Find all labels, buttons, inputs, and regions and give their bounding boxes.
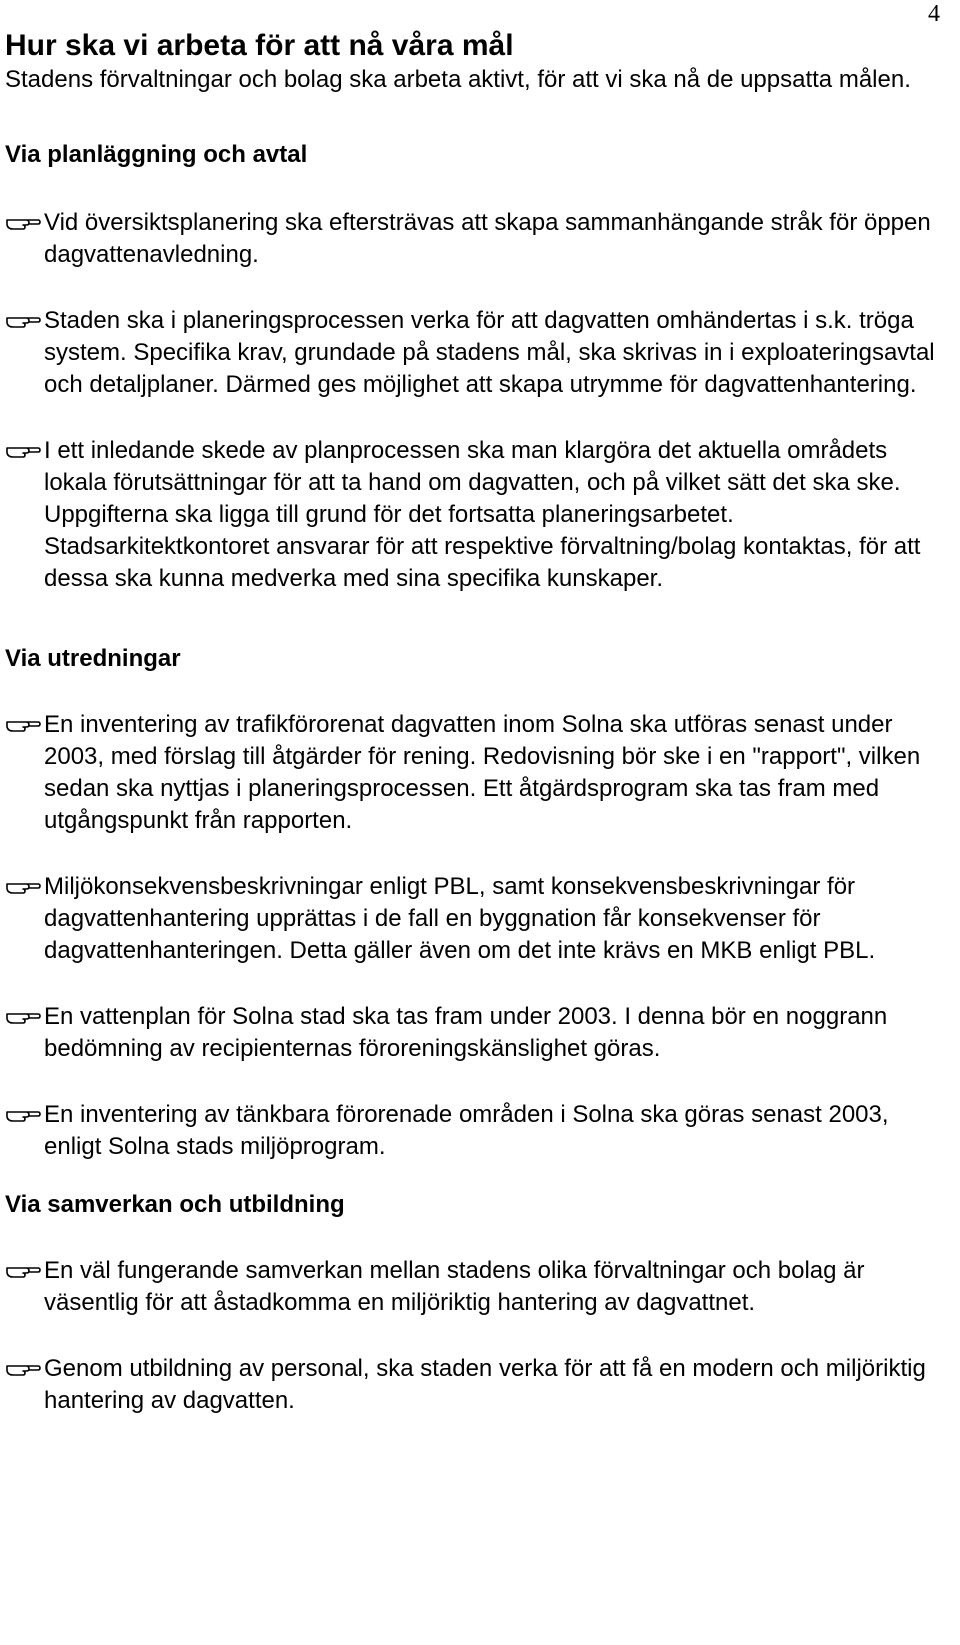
list-item	[5, 435, 940, 595]
pointing-hand-icon	[5, 1103, 41, 1123]
list-item-text: Miljökonsekvensbeskrivningar enligt PBL, samt konsekvensbeskrivningar för dagvattenhantering upprättas i de fall en byggnation får konsekvenser för dagvattenhanteringen. Detta gäller även om det inte krävs en MKB enligt PBL.	[44, 873, 876, 964]
list-item	[5, 207, 940, 271]
list-item-text: Staden ska i planeringsprocessen verka för att dagvatten omhändertas i s.k. tröga system. Specifika krav, grundade på stadens mål, ska skrivas in i exploateringsavtal och detaljplaner. Därmed ges möjlighet att skapa utrymme för dagvattenhantering.	[44, 307, 935, 398]
page-number: 4	[928, 1, 940, 27]
intro-paragraph: Stadens förvaltningar och bolag ska arbeta aktivt, för att vi ska nå de uppsatta målen.	[5, 66, 911, 93]
list-item	[5, 1001, 940, 1065]
list-item-text: Genom utbildning av personal, ska staden verka för att få en modern och miljöriktig hantering av dagvatten.	[44, 1355, 926, 1414]
list-item-text: En inventering av trafikförorenat dagvatten inom Solna ska utföras senast under 2003, med förslag till åtgärder för rening. Redovisning bör ske i en "rapport", vilken sedan ska nyttjas i planeringsprocessen. Ett åtgärdsprogram ska tas fram med utgångspunkt från rapporten.	[44, 711, 921, 834]
list-item-text: En vattenplan för Solna stad ska tas fram under 2003. I denna bör en noggrann bedömning av recipienternas föroreningskänslighet göras.	[44, 1003, 888, 1062]
list-item	[5, 1255, 940, 1319]
page-title: Hur ska vi arbeta för att nå våra mål	[5, 29, 514, 62]
section-heading-planning: Via planläggning och avtal	[5, 141, 308, 168]
pointing-hand-icon	[5, 713, 41, 733]
pointing-hand-icon	[5, 1357, 41, 1377]
pointing-hand-icon	[5, 1259, 41, 1279]
list-item-text: I ett inledande skede av planprocessen ska man klargöra det aktuella områdets lokala förutsättningar för att ta hand om dagvatten, och på vilket sätt det ska ske. Uppgifterna ska ligga till grund för det fortsatta planeringsarbetet. Stadsarkitektkontoret ansvarar för att respektive förvaltning/bolag kontaktas, för att dessa ska kunna medverka med sina specifika kunskaper.	[44, 437, 921, 592]
list-item	[5, 1099, 940, 1163]
pointing-hand-icon	[5, 875, 41, 895]
list-item	[5, 871, 940, 967]
list-item	[5, 709, 940, 837]
section-heading-investigations: Via utredningar	[5, 645, 181, 672]
pointing-hand-icon	[5, 439, 41, 459]
pointing-hand-icon	[5, 1005, 41, 1025]
section-heading-collaboration: Via samverkan och utbildning	[5, 1191, 345, 1218]
list-item	[5, 1353, 940, 1417]
pointing-hand-icon	[5, 309, 41, 329]
list-item	[5, 305, 940, 401]
document-body	[5, 28, 940, 1417]
list-item-text: En väl fungerande samverkan mellan stadens olika förvaltningar och bolag är väsentlig för att åstadkomma en miljöriktig hantering av dagvattnet.	[44, 1257, 865, 1316]
pointing-hand-icon	[5, 211, 41, 231]
list-item-text: Vid översiktsplanering ska eftersträvas att skapa sammanhängande stråk för öppen dagvattenavledning.	[44, 209, 931, 268]
list-item-text: En inventering av tänkbara förorenade områden i Solna ska göras senast 2003, enligt Solna stads miljöprogram.	[44, 1101, 889, 1160]
